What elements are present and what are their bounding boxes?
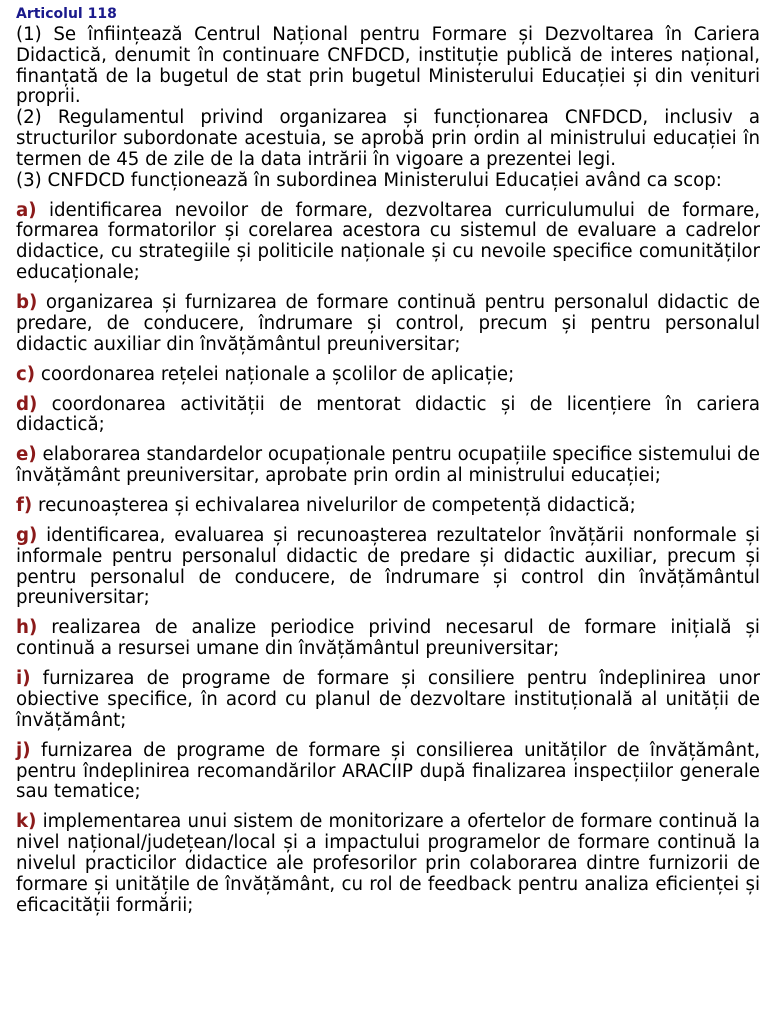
item-text: elaborarea standardelor ocupaționale pentru ocupațiile specifice sistemului de învățământ preuniversitar, aprobate prin ordin al ministrului educației; [16, 444, 760, 487]
article-document [16, 6, 760, 916]
item-letter: k) [16, 811, 37, 833]
item-letter: j) [16, 739, 31, 761]
list-item-g [16, 526, 760, 609]
item-letter: d) [16, 393, 38, 415]
item-text: furnizarea de programe de formare și consiliere pentru îndeplinirea unor obiective specifice, în acord cu planul de dezvoltare instituțională al unității de învățământ; [16, 668, 760, 731]
paragraph-2: (2) Regulamentul privind organizarea și funcționarea CNFDCD, inclusiv a structurilor subordonate acestuia, se aprobă prin ordin al ministrului educației în termen de 45 de zile de la data intrării în vigoare a prezentei legi. [16, 107, 760, 170]
list-item-f [16, 496, 760, 517]
list-item-b [16, 293, 760, 355]
item-text: realizarea de analize periodice privind necesarul de formare inițială și continuă a resursei umane din învățământul preuniversitar; [16, 617, 760, 660]
paragraph-1: (1) Se înființează Centrul Național pentru Formare și Dezvoltarea în Cariera Didactică, denumit în continuare CNFDCD, instituție publică de interes național, finanțată de la bugetul de stat prin bugetul Ministerului Educației și din venituri proprii. [16, 24, 760, 108]
item-text: coordonarea rețelei naționale a școlilor de aplicație; [35, 363, 515, 385]
item-text: implementarea unui sistem de monitorizare a ofertelor de formare continuă la nivel național/județean/local și a impactului programelor de formare continuă la nivelul practicilor didactice ale profesorilor prin colaborarea dintre furnizorii de formare și unitățile de învățământ, cu rol de feedback pentru analiza eficienței și eficacității formării; [16, 811, 760, 916]
list-item-d [16, 395, 760, 437]
item-text: identificarea nevoilor de formare, dezvoltarea curriculumului de formare, formarea formatorilor și corelarea acestora cu sistemul de evaluare a cadrelor didactice, cu strategiile și politicile naționale și cu nevoile specifice comunităților educaționale; [16, 199, 760, 283]
item-letter: f) [16, 495, 33, 517]
item-letter: c) [16, 363, 36, 385]
item-text: recunoașterea și echivalarea nivelurilor de competență didactică; [32, 495, 636, 517]
item-text: identificarea, evaluarea și recunoașterea rezultatelor învățării nonformale și informale pentru personalul didactic de predare și didactic auxiliar, precum și pentru personalul de conducere, de îndrumare și control din învățământul preuniversitar; [16, 525, 760, 609]
list-item-a [16, 201, 760, 284]
list-item-j [16, 741, 760, 803]
item-letter: h) [16, 617, 38, 639]
item-letter: a) [16, 199, 37, 221]
item-text: coordonarea activității de mentorat didactic și de licențiere în cariera didactică; [16, 393, 760, 436]
item-letter: e) [16, 444, 37, 466]
list-item-e [16, 445, 760, 487]
list-item-h [16, 618, 760, 660]
item-letter: b) [16, 291, 38, 313]
item-text: organizarea și furnizarea de formare continuă pentru personalul didactic de predare, de conducere, îndrumare și control, precum și pentru personalul didactic auxiliar din învățământul preuniversitar; [16, 291, 760, 355]
item-letter: g) [16, 525, 38, 547]
item-letter: i) [16, 668, 31, 690]
article-title: Articolul 118 [16, 6, 117, 22]
list-item-k [16, 812, 760, 916]
item-text: furnizarea de programe de formare și consilierea unităților de învățământ, pentru îndeplinirea recomandărilor ARACIIP după finalizarea inspecțiilor generale sau tematice; [16, 739, 760, 803]
list-item-c [16, 365, 760, 386]
list-item-i [16, 669, 760, 731]
paragraph-3: (3) CNFDCD funcționează în subordinea Ministerului Educației având ca scop: [16, 169, 722, 191]
